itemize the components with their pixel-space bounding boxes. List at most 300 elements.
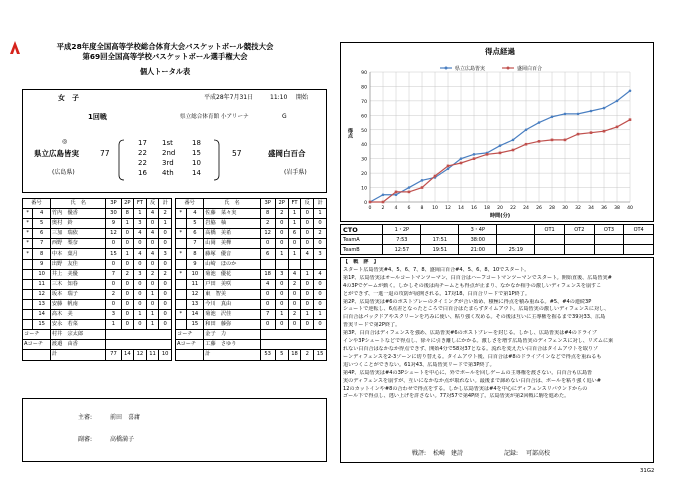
away-team-name: 盛岡白百合 bbox=[268, 149, 306, 158]
table-cell: 4 bbox=[288, 269, 301, 279]
table-cell: 0 bbox=[159, 289, 172, 299]
summary-line: スタート広島皆実#4、5、6、7、8、盛岡白百合#4、5、6、8、10でスタート。 bbox=[343, 266, 530, 273]
table-cell: 0 bbox=[159, 229, 172, 239]
x-tick-label: 22 bbox=[510, 206, 516, 211]
table-cell: 0 bbox=[288, 289, 301, 299]
data-point bbox=[473, 157, 476, 160]
header-cell: 2P bbox=[121, 199, 134, 209]
cto-header-row bbox=[341, 225, 654, 235]
cto-cell bbox=[624, 235, 654, 245]
x-tick-label: 40 bbox=[627, 206, 633, 211]
table-cell: 2 bbox=[288, 310, 301, 320]
data-point bbox=[434, 175, 437, 178]
table-cell: 4 bbox=[301, 249, 314, 259]
cto-cell: 12:57 bbox=[383, 245, 421, 255]
home-mark: ◎ bbox=[62, 138, 68, 145]
table-row bbox=[23, 239, 172, 249]
x-tick-label: 36 bbox=[601, 206, 607, 211]
total-cell: 14 bbox=[121, 350, 134, 360]
table-cell: 山岡 美樺 bbox=[204, 239, 260, 249]
table-cell: 東 智美 bbox=[204, 289, 260, 299]
table-cell: 12 bbox=[33, 289, 50, 299]
cto-header-cell: OT3 bbox=[594, 225, 624, 235]
legend-label: 県立広島皆実 bbox=[455, 66, 486, 72]
round-label: 1回戦 bbox=[88, 113, 107, 121]
x-tick-label: 20 bbox=[497, 206, 503, 211]
table-row bbox=[176, 289, 327, 299]
summary-line: 皆実リードで第2P終了。 bbox=[343, 322, 401, 329]
cto-header-cell bbox=[421, 225, 459, 235]
table-row bbox=[176, 320, 327, 330]
table-cell: 3 bbox=[134, 269, 147, 279]
table-cell: 坂本 瑞子 bbox=[50, 289, 106, 299]
table-header-row bbox=[23, 199, 172, 209]
table-cell: 0 bbox=[314, 289, 327, 299]
table-cell: 10 bbox=[186, 269, 204, 279]
table-cell: 1 bbox=[134, 209, 147, 219]
table-cell: 奥村 鈴 bbox=[50, 219, 106, 229]
header-cell: 氏 名 bbox=[50, 199, 106, 209]
cto-header-cell bbox=[497, 225, 535, 235]
table-cell bbox=[23, 279, 33, 289]
table-cell: 1 bbox=[288, 209, 301, 219]
table-cell: * bbox=[23, 219, 33, 229]
table-cell: * bbox=[23, 249, 33, 259]
header-cell: 計 bbox=[159, 199, 172, 209]
table-cell: 0 bbox=[301, 239, 314, 249]
y-tick-label: 60 bbox=[361, 114, 367, 120]
away-pref: (岩手県) bbox=[284, 169, 307, 176]
y-tick-label: 80 bbox=[361, 85, 367, 91]
coach-name: 渡邉 由香 bbox=[50, 340, 106, 350]
home-pref: (広島県) bbox=[52, 169, 75, 176]
total-cell: 11 bbox=[146, 350, 159, 360]
summary-line: ゴール下で得点し、逃い上げを許さない。77対57で第4P終了。広島皆実が第2回戦に駒を進めた。 bbox=[343, 393, 570, 400]
cto-cell bbox=[564, 235, 594, 245]
table-cell: 0 bbox=[134, 239, 147, 249]
cto-cell: 19:51 bbox=[421, 245, 459, 255]
cto-cell: TeamA bbox=[341, 235, 383, 245]
table-cell: 藤塚 優音 bbox=[204, 249, 260, 259]
header-cell: FT bbox=[134, 199, 147, 209]
table-cell: * bbox=[176, 209, 187, 219]
table-cell: 4 bbox=[146, 249, 159, 259]
header-cell: 計 bbox=[314, 199, 327, 209]
table-cell: 0 bbox=[134, 299, 147, 309]
table-cell: 4 bbox=[186, 209, 204, 219]
cto-cell bbox=[535, 245, 565, 255]
coach-label: コーチ bbox=[23, 330, 51, 340]
review-name: 松崎 建詩 bbox=[433, 450, 464, 457]
table-cell: 0 bbox=[159, 299, 172, 309]
gender-label: 女 子 bbox=[58, 94, 79, 102]
blank-cell bbox=[176, 350, 204, 360]
table-cell: 山崎 ほのか bbox=[204, 259, 260, 269]
summary-line: れない白百合はなかなか得点できず、開始4分で58対37となる。流れを変えたい白百合はタイムアウトを取りゾ bbox=[343, 345, 599, 352]
data-point bbox=[447, 167, 450, 170]
table-cell: 7 bbox=[33, 239, 50, 249]
x-tick-label: 6 bbox=[407, 206, 411, 211]
header-cell: 反 bbox=[146, 199, 159, 209]
summary-line: 第3P、白百合はディフェンスを強め、広島皆実#6のポストプレーを封じる。しかし、広島皆実は#4のドライブ bbox=[343, 330, 597, 337]
legend-marker bbox=[507, 67, 510, 70]
table-row bbox=[23, 229, 172, 239]
table-cell: 4 bbox=[146, 229, 159, 239]
away-acoach-row bbox=[176, 340, 327, 350]
table-cell: 9 bbox=[106, 219, 121, 229]
title-line-2: 第69回全国高等学校バスケットボール選手権大会 bbox=[82, 52, 248, 61]
coach-name: 村井 宗太郎 bbox=[50, 330, 106, 340]
table-cell: 岩脇 柚 bbox=[204, 219, 260, 229]
table-cell: 1 bbox=[134, 310, 147, 320]
cto-header-cell: OT1 bbox=[535, 225, 565, 235]
table-cell: * bbox=[176, 310, 187, 320]
table-cell: 安永 若菜 bbox=[50, 320, 106, 330]
table-cell: 1 bbox=[146, 289, 159, 299]
table-cell: 2 bbox=[146, 269, 159, 279]
data-point bbox=[512, 149, 515, 152]
y-axis-label: 得点 bbox=[347, 127, 353, 139]
data-point bbox=[473, 153, 476, 156]
data-point bbox=[564, 113, 567, 116]
period-row: 22 2nd 15 bbox=[138, 149, 201, 157]
table-cell: 9 bbox=[33, 259, 50, 269]
table-cell: 3 bbox=[314, 249, 327, 259]
table-row bbox=[23, 289, 172, 299]
table-cell: 7 bbox=[186, 239, 204, 249]
table-row bbox=[176, 239, 327, 249]
table-cell: 和田 藤弥 bbox=[204, 320, 260, 330]
table-cell: 7 bbox=[106, 269, 121, 279]
x-tick-label: 16 bbox=[471, 206, 477, 211]
table-cell: 2 bbox=[159, 209, 172, 219]
table-cell: 0 bbox=[275, 289, 288, 299]
table-cell: 0 bbox=[301, 229, 314, 239]
period-scores bbox=[138, 139, 218, 179]
cto-cell: 7:53 bbox=[383, 235, 421, 245]
summary-line: とができず、一進一退の攻防が展開される。17対18、白百合リードで第1P終了。 bbox=[343, 290, 530, 297]
cto-header-cell: OT2 bbox=[564, 225, 594, 235]
x-tick-label: 32 bbox=[575, 206, 581, 211]
table-cell: * bbox=[176, 269, 187, 279]
table-cell: 0 bbox=[288, 320, 301, 330]
table-cell: 6 bbox=[186, 229, 204, 239]
home-score: 77 bbox=[100, 149, 110, 158]
home-stats-table bbox=[22, 198, 172, 361]
table-cell: 0 bbox=[134, 259, 147, 269]
table-cell: 0 bbox=[314, 279, 327, 289]
table-cell bbox=[176, 299, 187, 309]
table-cell: 6 bbox=[260, 249, 275, 259]
home-total-row bbox=[23, 350, 172, 360]
table-cell: 高橋 美希 bbox=[204, 229, 260, 239]
table-cell: 10 bbox=[33, 269, 50, 279]
x-tick-label: 10 bbox=[432, 206, 438, 211]
table-row bbox=[23, 279, 172, 289]
table-cell: 戸田 美咲 bbox=[204, 279, 260, 289]
table-cell: 0 bbox=[121, 310, 134, 320]
summary-line: インや3Pシュートなどで得点し、徐々に引き離しにかかる。激しさを増す広島皆実のディフェンスに対し、リズムに乗 bbox=[343, 338, 614, 345]
data-point bbox=[382, 193, 385, 196]
cto-cell bbox=[564, 245, 594, 255]
table-cell: 4 bbox=[33, 209, 50, 219]
header-cell: 3P bbox=[106, 199, 121, 209]
cto-cell: 38:00 bbox=[459, 235, 497, 245]
y-tick-label: 0 bbox=[364, 201, 367, 206]
summary-line: シュートで逆転し、6点差となったところで白百合はたまらずタイムアウト。広島皆実の激しいディフェンスに対し、 bbox=[343, 306, 610, 313]
data-point bbox=[369, 201, 372, 204]
table-cell: 8 bbox=[33, 249, 50, 259]
data-point bbox=[408, 186, 411, 189]
table-row bbox=[23, 310, 172, 320]
table-cell: 0 bbox=[275, 219, 288, 229]
table-cell bbox=[301, 259, 314, 269]
table-row bbox=[23, 269, 172, 279]
table-cell: 0 bbox=[121, 289, 134, 299]
table-cell: 0 bbox=[301, 279, 314, 289]
table-cell: 0 bbox=[121, 320, 134, 330]
legend-marker bbox=[445, 67, 448, 70]
cto-cell: TeamB bbox=[341, 245, 383, 255]
table-cell: 0 bbox=[314, 239, 327, 249]
blank-cell bbox=[260, 330, 327, 340]
total-cell: 2 bbox=[301, 350, 314, 360]
data-point bbox=[499, 144, 502, 147]
table-cell bbox=[176, 259, 187, 269]
table-cell: 2 bbox=[106, 289, 121, 299]
x-tick-label: 2 bbox=[381, 206, 385, 211]
data-point bbox=[460, 157, 463, 160]
x-tick-label: 4 bbox=[394, 206, 398, 211]
table-row bbox=[23, 259, 172, 269]
x-tick-label: 14 bbox=[458, 206, 464, 211]
table-cell bbox=[288, 259, 301, 269]
table-cell: 4 bbox=[314, 269, 327, 279]
table-cell: 0 bbox=[121, 239, 134, 249]
table-row bbox=[176, 209, 327, 219]
table-cell: 0 bbox=[275, 239, 288, 249]
cto-header-cell: CTO bbox=[341, 225, 383, 235]
table-cell: 8 bbox=[260, 209, 275, 219]
table-cell: 30 bbox=[106, 209, 121, 219]
table-cell: 1 bbox=[121, 219, 134, 229]
table-cell: 1 bbox=[159, 219, 172, 229]
x-tick-label: 18 bbox=[484, 206, 490, 211]
y-tick-label: 70 bbox=[361, 99, 367, 105]
coach-label: Aコーチ bbox=[23, 340, 51, 350]
data-point bbox=[603, 130, 606, 133]
table-cell: 0 bbox=[121, 229, 134, 239]
table-cell: * bbox=[23, 239, 33, 249]
table-cell bbox=[176, 239, 187, 249]
umpire-label: 副審: bbox=[78, 436, 93, 443]
table-cell: 12 bbox=[106, 229, 121, 239]
table-row bbox=[176, 269, 327, 279]
table-cell: 0 bbox=[106, 299, 121, 309]
table-cell bbox=[23, 259, 33, 269]
table-cell: 1 bbox=[301, 269, 314, 279]
table-cell bbox=[23, 320, 33, 330]
table-cell: 5 bbox=[186, 219, 204, 229]
cto-cell bbox=[497, 235, 535, 245]
summary-line: ーンディフェンスを2-3ゾーンに切り替える。タイムアウト後、白百合は#8のドライブインなどで得点を重ねるも bbox=[343, 353, 602, 360]
y-tick-label: 10 bbox=[361, 186, 367, 192]
table-cell bbox=[176, 219, 187, 229]
table-cell: 菊池 沢佳 bbox=[204, 310, 260, 320]
data-point bbox=[512, 139, 515, 142]
table-cell: 11 bbox=[186, 279, 204, 289]
table-cell: 0 bbox=[275, 299, 288, 309]
table-cell: 0 bbox=[146, 259, 159, 269]
coach-name: 金子 力 bbox=[204, 330, 260, 340]
match-date: 平成28年7月31日 bbox=[204, 94, 254, 101]
table-cell bbox=[176, 279, 187, 289]
table-cell: 0 bbox=[260, 299, 275, 309]
table-cell: 竹内 優香 bbox=[50, 209, 106, 219]
cto-header-cell: 1・2P bbox=[383, 225, 421, 235]
table-cell: 0 bbox=[314, 320, 327, 330]
total-cell: 77 bbox=[106, 350, 121, 360]
data-point bbox=[395, 191, 398, 194]
table-cell: 3 bbox=[159, 249, 172, 259]
table-cell: 13 bbox=[33, 299, 50, 309]
start-label: 開始 bbox=[296, 94, 309, 101]
table-cell bbox=[176, 289, 187, 299]
data-point bbox=[577, 133, 580, 136]
table-cell bbox=[23, 299, 33, 309]
data-point bbox=[616, 126, 619, 129]
cto-table bbox=[340, 224, 654, 255]
total-cell: 18 bbox=[288, 350, 301, 360]
cto-cell bbox=[535, 235, 565, 245]
cto-header-cell: 3・4P bbox=[459, 225, 497, 235]
data-point bbox=[551, 115, 554, 118]
score-progress-chart bbox=[340, 42, 654, 222]
table-cell: 3 bbox=[134, 219, 147, 229]
coach-name: 工藤 さゆり bbox=[204, 340, 260, 350]
table-row bbox=[176, 299, 327, 309]
record-label: 記録: bbox=[504, 450, 519, 457]
officials-box bbox=[22, 398, 327, 462]
summary-line: 第4P、広島皆実は#4の3Pシュートを中心に、外でボールを回しゲームの主導権を渡さない。白百合も広島皆 bbox=[343, 369, 593, 376]
table-cell: 0 bbox=[121, 279, 134, 289]
summary-line: 第2P、広島皆実は#6のポストプレーのタイミングが合い始め、積極に得点を積み重ねる。#5、#4の連続3P bbox=[343, 298, 592, 305]
table-header-row bbox=[176, 199, 327, 209]
data-point bbox=[564, 139, 567, 142]
table-cell: 1 bbox=[146, 310, 159, 320]
page-code: 31G2 bbox=[640, 468, 655, 474]
table-cell: 出野 友佳 bbox=[50, 259, 106, 269]
table-cell: 中本 葉月 bbox=[50, 249, 106, 259]
table-cell: 0 bbox=[134, 279, 147, 289]
referee-label: 主審: bbox=[78, 414, 93, 421]
court: G bbox=[282, 113, 287, 120]
table-cell bbox=[23, 269, 33, 279]
table-cell: 0 bbox=[260, 289, 275, 299]
table-cell: 14 bbox=[33, 310, 50, 320]
table-cell: 安藤 帆南 bbox=[50, 299, 106, 309]
table-cell: 0 bbox=[121, 259, 134, 269]
summary-line: 12のカットインや#8の合わせで得点をする。しかし広島皆実は#4を中心にディフェンスリバウンドからの bbox=[343, 385, 588, 392]
table-cell: 0 bbox=[301, 299, 314, 309]
table-cell: * bbox=[23, 229, 33, 239]
table-cell: 井上 美優 bbox=[50, 269, 106, 279]
table-cell: 佐藤 菜々実 bbox=[204, 209, 260, 219]
data-point bbox=[538, 140, 541, 143]
table-cell: * bbox=[176, 229, 187, 239]
table-cell: 14 bbox=[186, 310, 204, 320]
table-cell: 4 bbox=[146, 209, 159, 219]
title-line-1: 平成28年度全国高等学校総合体育大会バスケットボール競技大会 bbox=[56, 42, 274, 51]
table-cell: 13 bbox=[186, 299, 204, 309]
table-cell: 0 bbox=[301, 209, 314, 219]
table-cell: 1 bbox=[314, 209, 327, 219]
table-cell: 0 bbox=[301, 320, 314, 330]
x-tick-label: 34 bbox=[588, 206, 594, 211]
table-cell: 0 bbox=[301, 289, 314, 299]
legend-label: 盛岡白百合 bbox=[517, 66, 543, 72]
table-cell: 三加 瑞依 bbox=[50, 229, 106, 239]
table-cell: 12 bbox=[186, 289, 204, 299]
table-cell bbox=[275, 259, 288, 269]
y-tick-label: 50 bbox=[361, 128, 367, 134]
blank-cell bbox=[23, 350, 51, 360]
table-cell: 4 bbox=[260, 279, 275, 289]
summary-line: 第1P、広島皆実はオールコートマンツーマン、白百合はハーフコートマンツーマンでスタート。開始直後、広島皆実# bbox=[343, 274, 612, 281]
table-cell: 3 bbox=[275, 269, 288, 279]
table-cell: 0 bbox=[288, 299, 301, 309]
table-cell: 4 bbox=[134, 249, 147, 259]
total-cell: 5 bbox=[275, 350, 288, 360]
table-cell: 15 bbox=[106, 249, 121, 259]
table-row bbox=[176, 249, 327, 259]
table-cell: 0 bbox=[134, 320, 147, 330]
total-cell: 12 bbox=[134, 350, 147, 360]
blank-cell bbox=[106, 330, 172, 340]
table-cell: 西野 梨奈 bbox=[50, 239, 106, 249]
table-cell: 0 bbox=[314, 219, 327, 229]
table-row bbox=[23, 249, 172, 259]
table-cell: 2 bbox=[121, 269, 134, 279]
away-stats-table bbox=[175, 198, 327, 361]
table-cell: 8 bbox=[121, 209, 134, 219]
table-cell: 5 bbox=[33, 219, 50, 229]
table-cell bbox=[260, 259, 275, 269]
table-cell: 3 bbox=[106, 310, 121, 320]
header-cell: 3P bbox=[260, 199, 275, 209]
review-label: 戦評: bbox=[412, 450, 427, 457]
table-cell: 0 bbox=[275, 279, 288, 289]
table-cell: 1 bbox=[106, 320, 121, 330]
summary-line: 追いつくことができない。61対43、広島皆実リードで第3P終了。 bbox=[343, 361, 495, 368]
coach-label: Aコーチ bbox=[176, 340, 204, 350]
data-point bbox=[577, 113, 580, 116]
table-cell: 0 bbox=[288, 239, 301, 249]
table-cell bbox=[23, 310, 33, 320]
table-cell: 1 bbox=[288, 219, 301, 229]
table-cell: 0 bbox=[159, 279, 172, 289]
venue: 県立総合体育館 小アリーナ bbox=[180, 114, 249, 120]
home-team-name: 県立広島皆実 bbox=[34, 149, 79, 158]
data-point bbox=[395, 193, 398, 196]
table-cell: 2 bbox=[314, 229, 327, 239]
table-cell: 1 bbox=[121, 249, 134, 259]
table-cell: 7 bbox=[260, 310, 275, 320]
table-cell bbox=[176, 320, 187, 330]
record-name: 可部高校 bbox=[526, 450, 551, 457]
summary-heading: 【 戦 評 】 bbox=[343, 259, 379, 265]
table-cell: 今川 真由 bbox=[204, 299, 260, 309]
